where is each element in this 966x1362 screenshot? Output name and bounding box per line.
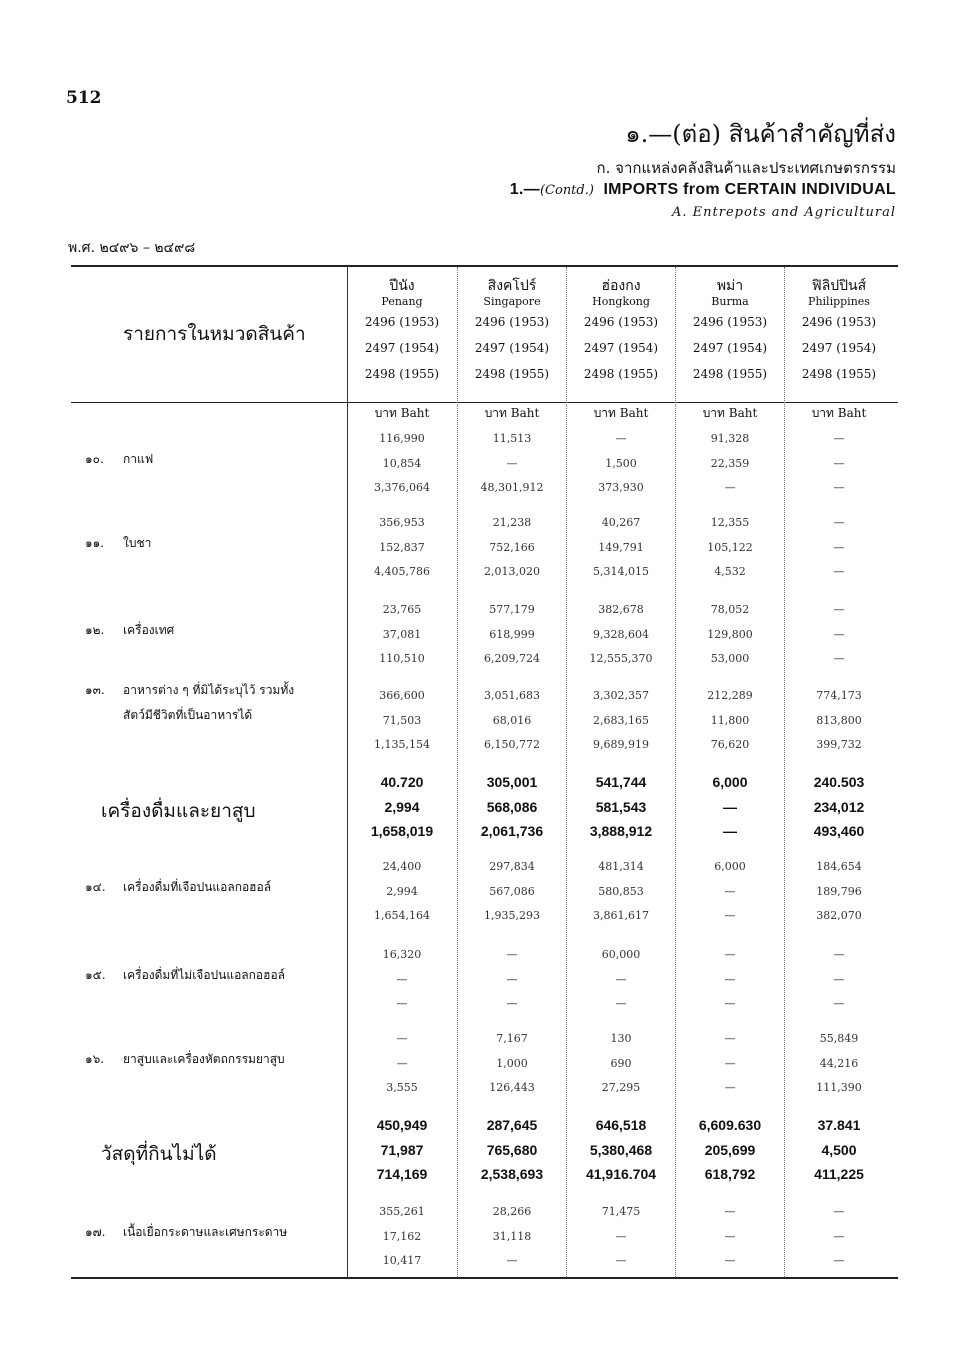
table-cell: 55,849 bbox=[819, 1032, 859, 1045]
table-cell: 752,166 bbox=[489, 540, 535, 554]
table-cell: 212,289 bbox=[707, 689, 753, 702]
table-cell: — bbox=[724, 1205, 736, 1218]
country-thai: ฮ่องกง bbox=[601, 278, 641, 294]
table-cell: 287,645 bbox=[486, 1117, 538, 1133]
table-cell: 382,678 bbox=[598, 603, 644, 616]
table-cell: 581,543 bbox=[595, 798, 647, 815]
table-cell: — bbox=[506, 1254, 518, 1267]
table-cell: 2,994 bbox=[384, 798, 420, 815]
table-cell: — bbox=[724, 1081, 736, 1094]
column-header-hongkong bbox=[567, 277, 675, 387]
table-cell: 690 bbox=[610, 1056, 632, 1070]
table-cell: — bbox=[506, 456, 518, 470]
header-separator bbox=[71, 402, 898, 403]
table-cell: 813,800 bbox=[816, 713, 862, 727]
country-english: Burma bbox=[711, 295, 749, 308]
year-label: 2496 (1953) bbox=[364, 315, 440, 329]
row-number: ๑๔. bbox=[85, 880, 106, 894]
table-cell: 3,302,357 bbox=[593, 689, 649, 702]
table-cell: 2,538,693 bbox=[480, 1166, 544, 1182]
table-cell: 355,261 bbox=[379, 1205, 425, 1218]
year-label: 2498 (1955) bbox=[474, 367, 550, 381]
table-cell: 3,555 bbox=[386, 1081, 418, 1094]
table-cell: 356,953 bbox=[379, 516, 425, 529]
table-cell: 568,086 bbox=[486, 798, 538, 815]
table-cell: 44,216 bbox=[819, 1056, 859, 1070]
table-cell: — bbox=[615, 972, 627, 986]
table-cell: 205,699 bbox=[704, 1141, 756, 1158]
table-cell: 5,314,015 bbox=[593, 565, 649, 578]
table-cell: 41,916.704 bbox=[585, 1166, 657, 1182]
table-cell: 6,000 bbox=[712, 774, 748, 790]
table-cell: 481,314 bbox=[598, 860, 644, 873]
table-cell: — bbox=[615, 432, 627, 445]
table-cell: — bbox=[833, 516, 845, 529]
row-label-text: ยาสูบและเครื่องหัตถกรรมยาสูบ bbox=[123, 1052, 285, 1066]
table-cell: 130 bbox=[610, 1032, 632, 1045]
category-row-label bbox=[85, 534, 151, 553]
table-cell: — bbox=[833, 652, 845, 665]
table-cell: — bbox=[506, 997, 518, 1010]
table-cell: — bbox=[506, 948, 518, 961]
table-cell: 105,122 bbox=[707, 540, 753, 554]
column-header-singapore bbox=[458, 277, 566, 387]
category-row-label bbox=[85, 450, 153, 469]
table-cell: 3,888,912 bbox=[589, 823, 653, 839]
table-cell: — bbox=[833, 432, 845, 445]
table-cell: 149,791 bbox=[598, 540, 644, 554]
table-cell: — bbox=[724, 481, 736, 494]
country-english: Hongkong bbox=[592, 295, 650, 308]
table-cell: — bbox=[833, 603, 845, 616]
table-cell: 1,135,154 bbox=[374, 738, 430, 751]
table-cell: 4,532 bbox=[714, 565, 746, 578]
table-cell: — bbox=[724, 1032, 736, 1045]
row-number: ๑๒. bbox=[85, 623, 105, 637]
category-row-label bbox=[85, 1223, 287, 1242]
table-cell: 6,209,724 bbox=[484, 652, 540, 665]
row-number: ๑๓. bbox=[85, 683, 105, 697]
table-cell: — bbox=[396, 1056, 408, 1070]
year-label: 2497 (1954) bbox=[692, 341, 768, 355]
table-cell: 53,000 bbox=[710, 652, 750, 665]
table-cell: — bbox=[833, 972, 845, 986]
year-label: 2498 (1955) bbox=[801, 367, 877, 381]
year-label: 2496 (1953) bbox=[474, 315, 550, 329]
table-cell: — bbox=[833, 1229, 845, 1243]
table-cell: 28,266 bbox=[492, 1205, 532, 1218]
table-cell: 493,460 bbox=[813, 823, 865, 839]
table-cell: 24,400 bbox=[382, 860, 422, 873]
table-cell: — bbox=[724, 1254, 736, 1267]
row-label-text: เครื่องดื่มที่ไม่เจือปนแอลกอฮอล์ bbox=[123, 968, 286, 982]
category-group-label bbox=[101, 796, 256, 826]
country-english: Singapore bbox=[483, 295, 541, 308]
table-cell: — bbox=[506, 972, 518, 986]
year-label: 2498 (1955) bbox=[583, 367, 659, 381]
row-label-text: วัสดุที่กินไม่ได้ bbox=[101, 1143, 217, 1165]
unit-label: บาท Baht bbox=[484, 406, 540, 420]
table-cell: 16,320 bbox=[382, 948, 422, 961]
table-cell: 4,500 bbox=[821, 1141, 857, 1158]
table-cell: 234,012 bbox=[813, 798, 865, 815]
table-cell: 71,475 bbox=[601, 1205, 641, 1218]
table-cell: — bbox=[396, 997, 408, 1010]
table-cell: 11,513 bbox=[492, 432, 532, 445]
year-label: 2497 (1954) bbox=[583, 341, 659, 355]
table-cell: — bbox=[833, 1254, 845, 1267]
table-cell: 541,744 bbox=[595, 774, 647, 790]
table-cell: 71,503 bbox=[382, 713, 422, 727]
table-cell: 1,935,293 bbox=[484, 909, 540, 922]
table-cell: 76,620 bbox=[710, 738, 750, 751]
unit-label: บาท Baht bbox=[593, 406, 649, 420]
table-cell: — bbox=[833, 948, 845, 961]
category-group-label bbox=[101, 1139, 217, 1169]
page-number: 512 bbox=[66, 88, 102, 108]
table-cell: 37,081 bbox=[382, 627, 422, 641]
table-cell: — bbox=[724, 884, 736, 898]
subtitle-english: A. Entrepots and Agricultural bbox=[671, 205, 896, 220]
table-cell: — bbox=[724, 997, 736, 1010]
period-label: พ.ศ. ๒๔๙๖ – ๒๔๙๘ bbox=[68, 240, 196, 256]
table-cell: — bbox=[833, 456, 845, 470]
table-cell: 6,150,772 bbox=[484, 738, 540, 751]
row-label-text: ใบชา bbox=[123, 536, 152, 550]
unit-label: บาท Baht bbox=[374, 406, 430, 420]
table-cell: 31,118 bbox=[492, 1229, 532, 1243]
table-cell: — bbox=[615, 997, 627, 1010]
table-cell: 714,169 bbox=[376, 1166, 428, 1182]
table-cell: — bbox=[615, 1229, 627, 1243]
table-cell: — bbox=[833, 481, 845, 494]
row-label-text: เครื่องเทศ bbox=[123, 623, 175, 637]
table-cell: 68,016 bbox=[492, 713, 532, 727]
table-cell: 116,990 bbox=[379, 432, 425, 445]
table-cell: — bbox=[724, 972, 736, 986]
table-cell: 580,853 bbox=[598, 884, 644, 898]
row-number: ๑๕. bbox=[85, 968, 106, 982]
imports-table bbox=[71, 265, 898, 1279]
table-cell: 3,861,617 bbox=[593, 909, 649, 922]
table-cell: 373,930 bbox=[598, 481, 644, 494]
table-cell: 78,052 bbox=[710, 603, 750, 616]
table-cell: 399,732 bbox=[816, 738, 862, 751]
year-label: 2496 (1953) bbox=[692, 315, 768, 329]
column-header-penang bbox=[348, 277, 456, 387]
country-english: Penang bbox=[381, 295, 423, 308]
unit-label: บาท Baht bbox=[811, 406, 867, 420]
table-cell: 60,000 bbox=[601, 948, 641, 961]
table-cell: 6,609.630 bbox=[698, 1117, 762, 1133]
table-cell: — bbox=[724, 1229, 736, 1243]
row-number: ๑๐. bbox=[85, 452, 104, 466]
table-cell: 189,796 bbox=[816, 884, 862, 898]
table-cell: 17,162 bbox=[382, 1229, 422, 1243]
row-label-text: เครื่องดื่มที่เจือปนแอลกอฮอล์ bbox=[123, 880, 272, 894]
table-cell: 2,683,165 bbox=[593, 713, 649, 727]
table-cell: 40,267 bbox=[601, 516, 641, 529]
table-cell: 297,834 bbox=[489, 860, 535, 873]
table-cell: 184,654 bbox=[816, 860, 862, 873]
table-cell: — bbox=[724, 1056, 736, 1070]
title-en-main: IMPORTS from CERTAIN INDIVIDUAL bbox=[603, 181, 896, 198]
table-cell: 1,500 bbox=[605, 456, 637, 470]
table-cell: 7,167 bbox=[496, 1032, 528, 1045]
table-cell: 126,443 bbox=[489, 1081, 535, 1094]
table-cell: 9,328,604 bbox=[593, 627, 649, 641]
table-cell: 22,359 bbox=[710, 456, 750, 470]
year-label: 2497 (1954) bbox=[474, 341, 550, 355]
table-cell: — bbox=[396, 1032, 408, 1045]
table-cell: 23,765 bbox=[382, 603, 422, 616]
table-cell: — bbox=[833, 627, 845, 641]
table-cell: 305,001 bbox=[486, 774, 538, 790]
category-row-label bbox=[85, 1050, 285, 1069]
table-cell: 240.503 bbox=[813, 774, 865, 790]
table-cell: — bbox=[723, 823, 737, 839]
country-thai: สิงคโปร์ bbox=[487, 278, 537, 294]
table-cell: 40.720 bbox=[380, 774, 424, 790]
table-cell: 366,600 bbox=[379, 689, 425, 702]
year-label: 2497 (1954) bbox=[364, 341, 440, 355]
title-en-prefix: 1.— bbox=[509, 181, 540, 198]
table-cell: 411,225 bbox=[814, 1166, 864, 1182]
table-cell: 129,800 bbox=[707, 627, 753, 641]
table-cell: — bbox=[396, 972, 408, 986]
category-row-label bbox=[85, 681, 294, 725]
table-cell: 4,405,786 bbox=[374, 565, 430, 578]
year-label: 2498 (1955) bbox=[692, 367, 768, 381]
category-header: รายการในหมวดสินค้า bbox=[123, 323, 306, 345]
row-label-continuation: สัตว์มีชีวิตที่เป็นอาหารได้ bbox=[123, 708, 253, 722]
table-cell: 567,086 bbox=[489, 884, 535, 898]
year-label: 2496 (1953) bbox=[801, 315, 877, 329]
category-row-label bbox=[85, 966, 285, 985]
table-cell: 37.841 bbox=[817, 1117, 861, 1133]
table-cell: 3,051,683 bbox=[484, 689, 540, 702]
table-cell: 450,949 bbox=[376, 1117, 428, 1133]
table-cell: — bbox=[833, 997, 845, 1010]
table-cell: 646,518 bbox=[595, 1117, 647, 1133]
table-cell: 111,390 bbox=[816, 1081, 862, 1094]
table-cell: 6,000 bbox=[714, 860, 746, 873]
table-cell: 3,376,064 bbox=[374, 481, 430, 494]
table-cell: — bbox=[723, 798, 737, 815]
table-cell: 2,061,736 bbox=[480, 823, 544, 839]
category-row-label bbox=[85, 621, 174, 640]
table-cell: 10,854 bbox=[382, 456, 422, 470]
row-number: ๑๗. bbox=[85, 1225, 106, 1239]
table-cell: — bbox=[724, 909, 736, 922]
title-en-contd: (Contd.) bbox=[539, 183, 594, 198]
table-cell: 12,555,370 bbox=[589, 652, 653, 665]
title-thai: ๑.—(ต่อ) สินค้าสำคัญที่ส่ง bbox=[625, 120, 896, 148]
year-label: 2496 (1953) bbox=[583, 315, 659, 329]
table-cell: 765,680 bbox=[486, 1141, 538, 1158]
country-thai: ฟิลิปปินส์ bbox=[811, 278, 867, 294]
table-cell: 2,994 bbox=[386, 884, 418, 898]
table-cell: 27,295 bbox=[601, 1081, 641, 1094]
table-cell: 5,380,468 bbox=[589, 1141, 653, 1158]
unit-label: บาท Baht bbox=[702, 406, 758, 420]
table-cell: — bbox=[833, 565, 845, 578]
table-cell: — bbox=[833, 540, 845, 554]
year-label: 2498 (1955) bbox=[364, 367, 440, 381]
country-thai: พม่า bbox=[716, 278, 744, 294]
country-thai: ปีนัง bbox=[389, 278, 415, 294]
column-header-philippines bbox=[785, 277, 893, 387]
table-cell: 110,510 bbox=[379, 652, 425, 665]
row-number: ๑๖. bbox=[85, 1052, 105, 1066]
table-cell: 618,792 bbox=[704, 1166, 756, 1182]
row-number: ๑๑. bbox=[85, 536, 105, 550]
table-cell: 382,070 bbox=[816, 909, 862, 922]
table-cell: 152,837 bbox=[379, 540, 425, 554]
table-cell: 21,238 bbox=[492, 516, 532, 529]
category-row-label bbox=[85, 878, 271, 897]
table-cell: 11,800 bbox=[710, 713, 750, 727]
table-cell: 774,173 bbox=[816, 689, 862, 702]
country-english: Philippines bbox=[808, 295, 870, 308]
table-cell: — bbox=[724, 948, 736, 961]
row-label-text: กาแฟ bbox=[123, 452, 154, 466]
table-cell: — bbox=[833, 1205, 845, 1218]
year-label: 2497 (1954) bbox=[801, 341, 877, 355]
table-cell: 2,013,020 bbox=[484, 565, 540, 578]
table-cell: 48,301,912 bbox=[480, 481, 544, 494]
table-cell: 10,417 bbox=[382, 1254, 422, 1267]
table-cell: 577,179 bbox=[489, 603, 535, 616]
column-header-burma bbox=[676, 277, 784, 387]
row-label-text: เนื้อเยื่อกระดาษและเศษกระดาษ bbox=[123, 1225, 288, 1239]
table-cell: 1,654,164 bbox=[374, 909, 430, 922]
table-cell: 9,689,919 bbox=[593, 738, 649, 751]
table-cell: 1,000 bbox=[496, 1056, 528, 1070]
row-label-text: อาหารต่าง ๆ ที่มิได้ระบุไว้ รวมทั้ง bbox=[123, 683, 295, 697]
subtitle-thai: ก. จากแหล่งคลังสินค้าและประเทศเกษตรกรรม bbox=[596, 159, 896, 177]
table-cell: 618,999 bbox=[489, 627, 535, 641]
table-cell: 1,658,019 bbox=[370, 823, 434, 839]
row-label-text: เครื่องดื่มและยาสูบ bbox=[101, 800, 256, 822]
title-english bbox=[510, 181, 896, 199]
table-cell: — bbox=[615, 1254, 627, 1267]
table-cell: 71,987 bbox=[380, 1141, 424, 1158]
table-cell: 12,355 bbox=[710, 516, 750, 529]
table-cell: 91,328 bbox=[710, 432, 750, 445]
